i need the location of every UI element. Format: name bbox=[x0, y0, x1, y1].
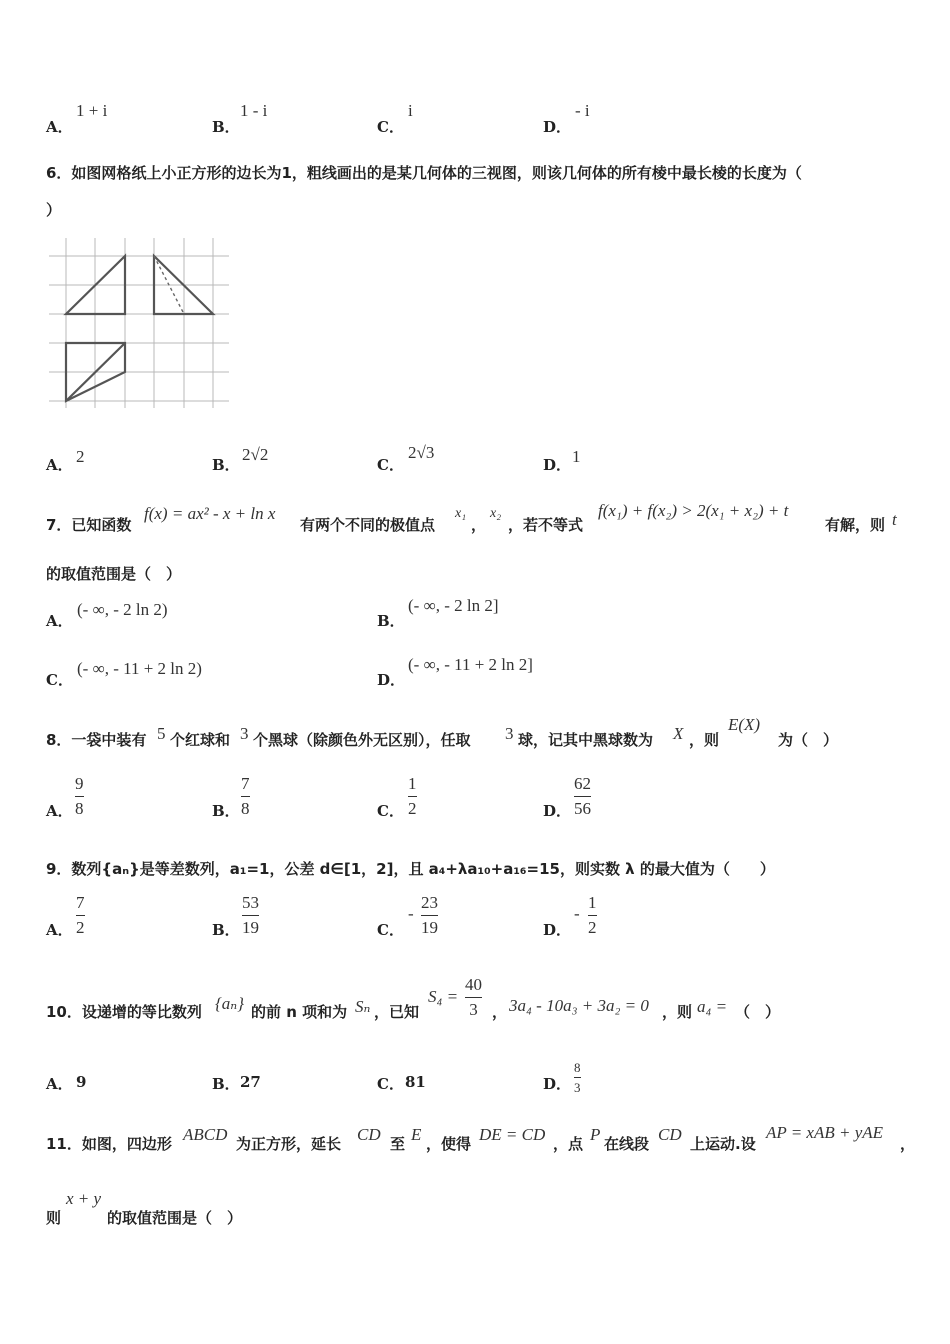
q9-option-d-label: D． bbox=[543, 921, 572, 939]
q9-option-d-sign: - bbox=[574, 904, 580, 923]
q10-equation: 3a₄ - 10a₃ + 3a₂ = 0 bbox=[509, 996, 649, 1015]
q9-stem: 9．数列{aₙ}是等差数列，a₁=1，公差 d∈[1，2]，且 a₄+λa₁₀+a₁₆=15，则实数 λ 的最大值为（ ） bbox=[46, 860, 775, 878]
q6-option-c-label: C． bbox=[377, 456, 404, 474]
q9-option-c-label: C． bbox=[377, 921, 404, 939]
q8-variable-x: X bbox=[673, 724, 684, 743]
q10-a4: a₄ = bbox=[697, 997, 728, 1016]
q8-stem-2: 个红球和 bbox=[170, 731, 231, 749]
q10-sn: Sₙ bbox=[355, 997, 371, 1016]
q10-stem-1: 10．设递增的等比数列 bbox=[46, 1003, 202, 1021]
q8-option-a-fraction bbox=[75, 774, 84, 819]
q7-stem-mid2: ，若不等式 bbox=[508, 516, 584, 534]
q8-black-count: 3 bbox=[240, 724, 249, 743]
q6-option-d-value: 1 bbox=[572, 447, 581, 466]
q8-stem-3: 个黑球（除颜色外无区别），任取 bbox=[253, 731, 471, 749]
q7-option-d-label: D． bbox=[377, 671, 406, 689]
q8-expectation: E(X) bbox=[728, 715, 761, 734]
q5-option-b-value: 1 - i bbox=[240, 101, 268, 120]
q8-red-count: 5 bbox=[157, 724, 166, 743]
q8-stem-4: 球，记其中黑球数为 bbox=[518, 731, 654, 749]
q8-option-b-fraction bbox=[241, 774, 250, 819]
q7-stem-start: 7．已知函数 bbox=[46, 516, 132, 534]
q7-option-d-value: (- ∞, - 11 + 2 ln 2] bbox=[408, 655, 533, 674]
q6-stem-end: ） bbox=[46, 201, 62, 219]
q9-option-c-fraction bbox=[421, 893, 438, 938]
q9-option-b-label: B． bbox=[212, 921, 240, 939]
q10-sequence: {aₙ} bbox=[215, 994, 244, 1013]
view-outlines bbox=[66, 256, 213, 401]
q10-option-a-value: 9 bbox=[76, 1073, 87, 1091]
q11-stem-6: 在线段 bbox=[604, 1135, 650, 1153]
q9-option-b-num: 53 bbox=[242, 893, 259, 912]
q7-inequality: f(x₁) + f(x₂) > 2(x₁ + x₂) + t bbox=[598, 501, 789, 520]
q10-option-c-value: 81 bbox=[405, 1073, 426, 1091]
q7-option-a-label: A． bbox=[46, 612, 73, 630]
q10-stem-6: （ ） bbox=[735, 1003, 781, 1021]
q7-stem-mid1: 有两个不同的极值点 bbox=[300, 516, 436, 534]
q11-stem-8: ， bbox=[900, 1135, 916, 1153]
q11-p: P bbox=[590, 1125, 601, 1144]
q6-option-b-label: B． bbox=[212, 456, 240, 474]
q10-stem-4: ， bbox=[492, 1003, 508, 1021]
q8-option-a-label: A． bbox=[46, 802, 73, 820]
q10-option-b-label: B． bbox=[212, 1075, 240, 1093]
q8-option-b-num: 7 bbox=[241, 774, 250, 793]
q7-x1: x₁ bbox=[455, 506, 467, 521]
q10-option-c-label: C． bbox=[377, 1075, 404, 1093]
q10-option-d-den: 3 bbox=[574, 1080, 581, 1095]
q8-option-d-den: 56 bbox=[574, 799, 591, 818]
q7-option-b-value: (- ∞, - 2 ln 2] bbox=[408, 596, 499, 615]
q11-line2-start: 则 bbox=[46, 1209, 62, 1227]
three-view-figure bbox=[46, 234, 232, 412]
q11-abcd: ABCD bbox=[183, 1125, 228, 1144]
q11-stem-3: 至 bbox=[390, 1135, 406, 1153]
q8-stem-6: 为（ ） bbox=[778, 731, 839, 749]
q10-s4-num: 40 bbox=[465, 975, 482, 994]
q6-stem: 6．如图网格纸上小正方形的边长为1，粗线画出的是某几何体的三视图，则该几何体的所有棱中最长棱的长度为（ bbox=[46, 164, 802, 182]
q9-option-c-den: 19 bbox=[421, 918, 438, 937]
q5-option-b-label: B． bbox=[212, 118, 240, 136]
q8-stem-1: 8．一袋中装有 bbox=[46, 731, 147, 749]
q11-cd: CD bbox=[357, 1125, 381, 1144]
q10-option-d-label: D． bbox=[543, 1075, 572, 1093]
q9-option-a-num: 7 bbox=[76, 893, 85, 912]
grid-lines bbox=[49, 238, 229, 408]
q5-option-a-value: 1 + i bbox=[76, 101, 108, 120]
q8-option-c-label: C． bbox=[377, 802, 404, 820]
q8-option-b-den: 8 bbox=[241, 799, 250, 818]
q9-option-a-fraction bbox=[76, 893, 85, 938]
q10-s4-den: 3 bbox=[469, 1000, 478, 1019]
q8-option-c-fraction bbox=[408, 774, 417, 819]
q5-option-d-value: - i bbox=[575, 101, 590, 120]
q10-stem-2: 的前 n 项和为 bbox=[251, 1003, 348, 1021]
q7-sep: ， bbox=[471, 516, 487, 534]
q10-option-b-value: 27 bbox=[240, 1073, 261, 1091]
q9-option-a-label: A． bbox=[46, 921, 73, 939]
q5-option-c-value: i bbox=[408, 101, 413, 120]
q6-option-a-label: A． bbox=[46, 456, 73, 474]
q6-option-a-value: 2 bbox=[76, 447, 85, 466]
q10-option-a-label: A． bbox=[46, 1075, 73, 1093]
q11-cd-2: CD bbox=[658, 1125, 682, 1144]
q8-option-d-num: 62 bbox=[574, 774, 591, 793]
q9-option-c-sign: - bbox=[408, 904, 414, 923]
q8-option-d-fraction bbox=[574, 774, 591, 819]
q11-stem-2: 为正方形，延长 bbox=[236, 1135, 342, 1153]
q10-stem-5: ，则 bbox=[662, 1003, 693, 1021]
q11-stem-4: ，使得 bbox=[426, 1135, 472, 1153]
q8-draw-count: 3 bbox=[505, 724, 514, 743]
q6-option-c-value: 2√3 bbox=[408, 443, 435, 462]
q7-option-b-label: B． bbox=[377, 612, 405, 630]
q11-stem-1: 11．如图，四边形 bbox=[46, 1135, 172, 1153]
q10-s4-fraction bbox=[465, 975, 482, 1020]
q9-option-d-num: 1 bbox=[588, 893, 597, 912]
q9-option-a-den: 2 bbox=[76, 918, 85, 937]
q9-option-d-fraction bbox=[588, 893, 597, 938]
q11-stem-7: 上运动.设 bbox=[690, 1135, 756, 1153]
q10-s4: S₄ = bbox=[428, 987, 459, 1006]
q8-option-b-label: B． bbox=[212, 802, 240, 820]
q11-de-cd: DE = CD bbox=[479, 1125, 546, 1144]
q9-option-b-den: 19 bbox=[242, 918, 259, 937]
q8-stem-5: ，则 bbox=[689, 731, 720, 749]
q11-xy: x + y bbox=[66, 1189, 102, 1208]
q7-stem-mid3: 有解，则 bbox=[825, 516, 886, 534]
q8-option-a-num: 9 bbox=[75, 774, 84, 793]
q7-option-c-label: C． bbox=[46, 671, 73, 689]
q6-option-d-label: D． bbox=[543, 456, 572, 474]
q9-option-c-num: 23 bbox=[421, 893, 438, 912]
q7-option-a-value: (- ∞, - 2 ln 2) bbox=[77, 600, 168, 619]
q8-option-c-den: 2 bbox=[408, 799, 417, 818]
q11-e: E bbox=[411, 1125, 422, 1144]
q7-x2: x₂ bbox=[490, 506, 502, 521]
q7-stem-end: 的取值范围是（ ） bbox=[46, 565, 182, 583]
q7-function: f(x) = ax² - x + ln x bbox=[144, 504, 276, 523]
q11-vector-eq: AP = xAB + yAE bbox=[766, 1123, 884, 1142]
q11-line2-end: 的取值范围是（ ） bbox=[107, 1209, 243, 1227]
q8-option-d-label: D． bbox=[543, 802, 572, 820]
q10-option-d-num: 8 bbox=[574, 1060, 581, 1075]
q9-option-d-den: 2 bbox=[588, 918, 597, 937]
q5-option-c-label: C． bbox=[377, 118, 404, 136]
q11-stem-5: ，点 bbox=[553, 1135, 584, 1153]
q8-option-c-num: 1 bbox=[408, 774, 417, 793]
q7-option-c-value: (- ∞, - 11 + 2 ln 2) bbox=[77, 659, 202, 678]
q9-option-b-fraction bbox=[242, 893, 259, 938]
q6-option-b-value: 2√2 bbox=[242, 445, 269, 464]
q5-option-d-label: D． bbox=[543, 118, 572, 136]
q5-option-a-label: A． bbox=[46, 118, 73, 136]
q7-t: t bbox=[892, 510, 897, 529]
q8-option-a-den: 8 bbox=[75, 799, 84, 818]
q10-stem-3: ，已知 bbox=[374, 1003, 420, 1021]
q10-option-d-fraction bbox=[574, 1060, 581, 1095]
